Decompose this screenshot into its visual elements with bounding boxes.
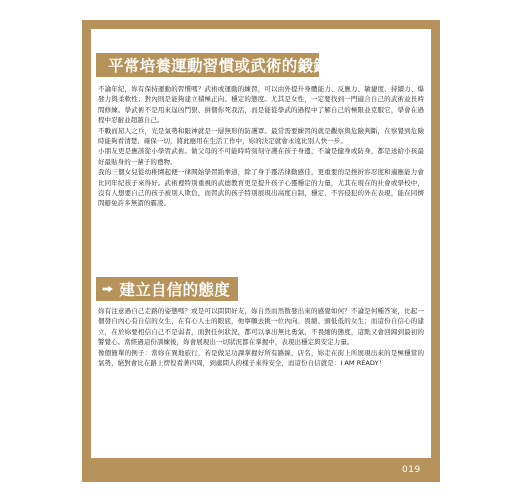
section-heading-1 xyxy=(96,53,330,77)
section-body-1 xyxy=(98,84,424,209)
arrow-right-icon xyxy=(102,282,113,296)
paragraph: 小朋友更是應該從小學習武術。做父母的不可能時時刻刻守護在孩子身邊，不論是健身或防身，都是送給小孩最好最貼身的一輩子的禮物。 xyxy=(98,147,424,166)
section-body-2 xyxy=(98,306,424,368)
section-title: 建立自信的態度 xyxy=(119,281,230,299)
paragraph: 不戰而屈人之兵，光是氣勢和眼神就是一層無形的防護罩。最常需要練習的就是觀察與危險判斷，在察覺到危險時能夠看清楚、確保一切，將此應用在生活工作中，妳的決定就會永遠比別人快一步。 xyxy=(98,126,424,146)
section-heading-2 xyxy=(96,277,238,301)
paragraph: 像個簡單的例子：當妳在異地旅行，若是做足功課掌握好所有路線，店名，妳走在街上所展現出來的是極穩當的氣勢，絕對會比在路上徬徨看著四周，到處問人的樣子來得安全，而這份自信就是：I AM READY！ xyxy=(98,348,424,368)
section-title: 平常培養運動習慣或武術的鍛鍊 xyxy=(108,57,330,75)
paragraph: 我的三個女兒從幼稚園起便一律開始學習跆拳道，除了身手靈活律動感佳，更重要的是挫折容忍度和適應能力會比同年紀孩子來得好。武術裡特別重視的武德教育更是提升孩子心靈穩定的力量，尤其在現在的社會或學校中，沒有人想要自己的孩子被別人欺負，而習武的孩子特別展現出高度自制、穩定、不容侵犯的外在表現，能在同儕間避免許多無謂的霸凌。 xyxy=(98,168,424,208)
paragraph: 不論年紀，妳有保持運動的習慣嗎？武術或運動的練習，可以由外提升身體能力、反應力、敏捷度、持續力、爆發力與柔軟性；對內則是能夠建立積極正向、穩定的態度。尤其是女性，一定要找到一門適合自己的武術並長時間修練。學武術不是用來逞凶鬥狠、拼個你死我活，而是能從學武的過程中了解自己的極限並克服它，學會在過程中忍耐並超越自己。 xyxy=(98,85,424,125)
paragraph: 妳有注意過自己走路的姿態嗎？或是可以問問好友，妳自然而然散發出來的感覺如何？不論是何種答案，比起一個發自內心有自信的女生，在有心人士的眼底，他寧願去挑一位內向、畏縮、頭低低的女生；而這份自信心的建立，在於妳要相信自己不是弱者，面對任何狀況，都可以拿出無比勇氣、不畏縮的態度，這點又會回歸到最初的警覺心。當經過這份訓練後，妳會展現出一切狀況都在掌握中，表現出穩定與安定力量。 xyxy=(98,307,424,347)
page-number: 019 xyxy=(402,465,421,475)
